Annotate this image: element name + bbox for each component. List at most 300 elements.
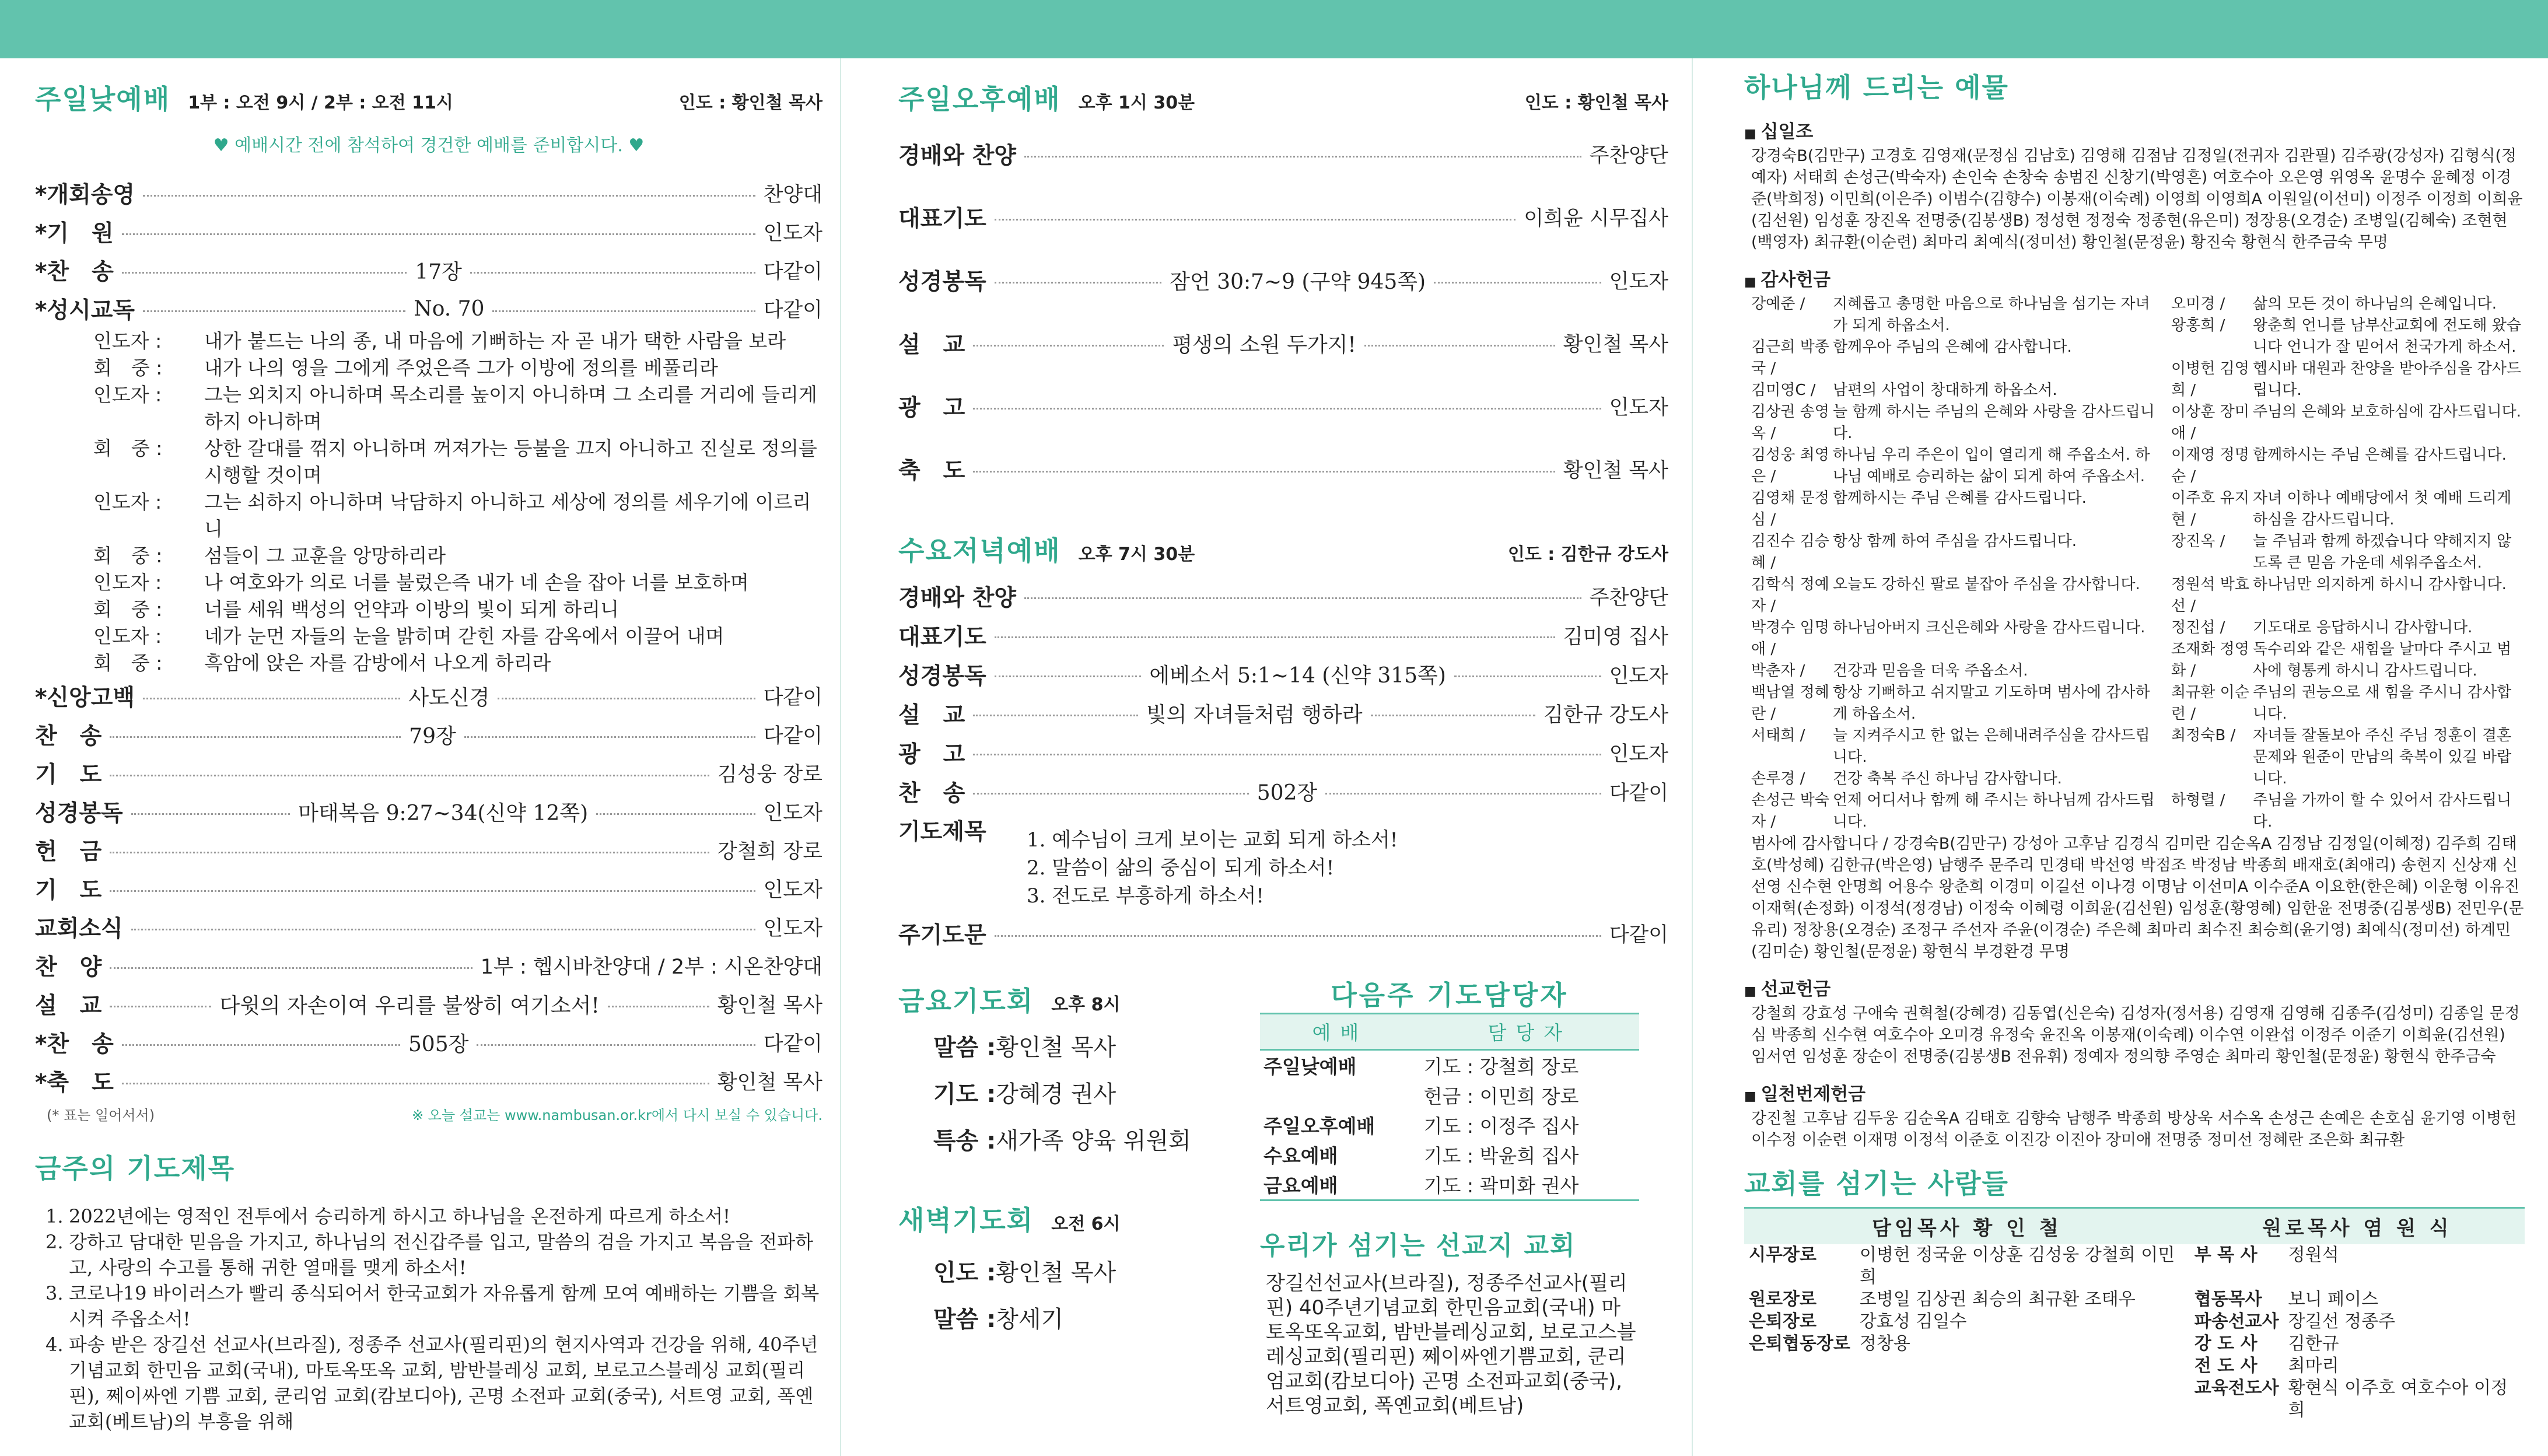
prayer-item bbox=[46, 1203, 822, 1229]
thanks-name: 서태희 / bbox=[1751, 727, 1805, 744]
leader-dots bbox=[995, 636, 1555, 638]
row-label: 광 고 bbox=[898, 395, 965, 421]
thanks-name: 김영채 문정심 / bbox=[1751, 489, 1829, 528]
worship-row bbox=[898, 733, 1668, 772]
worship-row bbox=[35, 174, 822, 212]
mission-heading: ■ 선교헌금 bbox=[1744, 974, 2525, 1000]
staff-row bbox=[1744, 1289, 2525, 1311]
worship-row bbox=[898, 312, 1668, 374]
reading-text: 그는 외치지 아니하며 목소리를 높이지 아니하며 그 소리를 거리에 들리게 하지 아니하며 bbox=[204, 383, 817, 433]
leader-dots bbox=[995, 676, 1142, 677]
reading-text: 내가 나의 영을 그에게 주었은즉 그가 이방에 정의를 베풀리라 bbox=[204, 356, 718, 379]
row-right: 다같이 bbox=[1609, 923, 1668, 947]
staff-role: 협동목사 bbox=[2194, 1289, 2262, 1310]
duty-block bbox=[1260, 974, 1639, 1418]
sunday-morning-column bbox=[0, 58, 840, 1456]
service-time: 오후 7시 30분 bbox=[1078, 544, 1195, 565]
thanks-text: 늘 지켜주시고 한 없는 은혜내려주심을 감사드립니다. bbox=[1833, 727, 2150, 766]
reading-text: 나 여호와가 의로 너를 불렀은즉 내가 네 손을 잡아 너를 보호하며 bbox=[204, 571, 749, 594]
staff-role: 은퇴협동장로 bbox=[1749, 1334, 1850, 1354]
row-detail: No. 70 bbox=[414, 296, 485, 321]
leader-dots bbox=[973, 793, 1248, 794]
section-title: 금요기도회 bbox=[898, 985, 1034, 1017]
thanks-item bbox=[1751, 790, 2160, 833]
thanks-text: 항상 함께 하여 주심을 감사드립니다. bbox=[1833, 533, 2077, 550]
staff-names: 정원석 bbox=[2288, 1245, 2339, 1265]
thanks-item bbox=[1751, 401, 2160, 444]
duty-row bbox=[1260, 1170, 1639, 1200]
thanks-text: 늘 주님과 함께 하겠습니다 약해지지 않도록 큰 믿음 가운데 세워주옵소서. bbox=[2253, 533, 2512, 572]
thanks-item bbox=[1751, 444, 2160, 488]
detail-value: 새가족 양육 위원회 bbox=[996, 1128, 1191, 1154]
thanks-text: 함께하시는 주님 은혜를 감사드립니다. bbox=[1833, 489, 2087, 507]
staff-role: 은퇴장로 bbox=[1749, 1311, 1817, 1332]
duty-name: 강철희 장로 bbox=[1479, 1055, 1579, 1078]
thanks-item bbox=[2171, 293, 2525, 315]
thanks-item bbox=[1751, 337, 2160, 380]
worship-row bbox=[898, 438, 1668, 501]
detail-value: 황인철 목사 bbox=[996, 1034, 1116, 1061]
worship-row bbox=[898, 249, 1668, 312]
prayer-item bbox=[46, 1332, 822, 1434]
responsive-reading bbox=[35, 328, 822, 677]
leader-dots bbox=[110, 967, 472, 969]
worship-row bbox=[35, 754, 822, 792]
thanks-text: 함께우아 주님의 은혜에 감사합니다. bbox=[1833, 338, 2072, 356]
thanks-item bbox=[2171, 574, 2525, 617]
leader-dots bbox=[995, 219, 1516, 220]
row-detail: 마태복음 9:27~34(신약 12쪽) bbox=[298, 801, 589, 825]
row-label: 교회소식 bbox=[35, 916, 123, 942]
friday-details bbox=[898, 1024, 1248, 1164]
speaker: 회 중 : bbox=[93, 652, 163, 674]
worship-row bbox=[35, 831, 822, 869]
afternoon-service-header bbox=[898, 78, 1668, 117]
worship-row bbox=[898, 123, 1668, 186]
row-label: 헌 금 bbox=[35, 839, 102, 865]
row-right: 강철희 장로 bbox=[717, 840, 822, 863]
thanks-text: 자녀 이하나 예배당에서 첫 예배 드리게 하심을 감사드립니다. bbox=[2253, 489, 2512, 528]
thanks-general: 범사에 감사합니다 / 강경숙B(김만구) 강성아 고후남 김경식 김미란 김순옥A 김정남 김정일(이혜정) 김주희 김태호(박성혜) 김한규(박은영) 남행주 문주리 민경태 박선영 박점조 박정남 박종희 배재호(최애리) 송현지 신상재 신선영 신수현 안명희 어용수 왕춘희 이경미 이길선 이나경 이명남 이선미A 이수준A 이요한(한은혜) 이운형 이유진 이재혁(손정화) 이정석(정경남) 이정숙 이혜령 이희윤(김선원) 임성훈(황영혜) 임한윤 전명중(김봉생B) 전민우(문유리) 정창용(오경순) 조정구 주선자 주윤(이경순) 주은혜 최마리 최수진 최승희(윤기영) 최예식(정미선) 하계민(김미순) 황인철(문정윤) 황현식 부경환경 무명 bbox=[1751, 835, 2524, 961]
section-title: 주일오후예배 bbox=[898, 83, 1061, 115]
leader-dots bbox=[110, 890, 755, 892]
leader-dots bbox=[143, 195, 755, 197]
row-right: 김한규 강도사 bbox=[1544, 703, 1669, 727]
row-label: 성경봉독 bbox=[898, 663, 986, 690]
prayer-number: 1. bbox=[46, 1205, 64, 1227]
thanks-text: 자녀들 잘돌보아 주신 주님 정훈이 결혼 문제와 원준이 만남의 축복이 있길 바랍니다. bbox=[2253, 727, 2512, 788]
duty-role: 기도 : bbox=[1423, 1174, 1474, 1197]
reading-text: 섬들이 그 교훈을 앙망하리라 bbox=[204, 544, 446, 567]
row-label: 대표기도 bbox=[898, 624, 986, 650]
row-label: *개회송영 bbox=[35, 182, 135, 208]
row-detail: 79장 bbox=[409, 724, 456, 748]
leader-dots bbox=[110, 1006, 211, 1007]
worship-row bbox=[35, 792, 822, 831]
reading-text: 내가 붙드는 나의 종, 내 마음에 기뻐하는 자 곧 내가 택한 사람을 보라 bbox=[204, 330, 786, 352]
thanks-item bbox=[2171, 639, 2525, 682]
thanks-right bbox=[2160, 293, 2525, 833]
thanks-name: 강예준 / bbox=[1751, 295, 1805, 313]
leader-dots bbox=[973, 408, 1601, 410]
thanks-name: 이재영 정명순 / bbox=[2171, 446, 2249, 485]
staff-role: 교육전도사 bbox=[2194, 1378, 2279, 1398]
staff-role: 부 목 사 bbox=[2194, 1245, 2258, 1265]
thanks-name: 이상훈 장미애 / bbox=[2171, 403, 2249, 442]
row-label: 성경봉독 bbox=[898, 269, 986, 295]
leader-dots bbox=[608, 1006, 709, 1007]
onething-names: 강진철 고후남 김두웅 김순옥A 김태호 김향숙 남행주 박종희 방상욱 서수옥 손성근 손예은 손호심 윤기영 이병헌 이수정 이순련 이재명 이정석 이준호 이진강 이진아 장미애 전명중 정미선 정혜란 조은화 최규환 bbox=[1751, 1110, 2517, 1149]
worship-row bbox=[35, 212, 822, 251]
thanks-item bbox=[2171, 358, 2525, 401]
leader-dots bbox=[110, 736, 401, 738]
duty-person bbox=[1420, 1050, 1639, 1081]
duty-col-header: 예배 bbox=[1260, 1014, 1420, 1050]
thanks-text: 기도대로 응답하시니 감사합니다. bbox=[2253, 619, 2473, 636]
thanks-name: 왕홍희 / bbox=[2171, 317, 2225, 334]
wednesday-prayer: 2. 말씀이 삶의 중심이 되게 하소서! bbox=[1027, 856, 1335, 880]
prayer-list bbox=[46, 1203, 822, 1434]
worship-row bbox=[898, 576, 1668, 615]
speaker: 인도자 : bbox=[93, 491, 162, 513]
row-right: 다같이 bbox=[763, 1032, 822, 1056]
row-right: 김미영 집사 bbox=[1563, 625, 1668, 649]
row-right: 황인철 목사 bbox=[1563, 333, 1669, 356]
staff-role: 강 도 사 bbox=[2194, 1334, 2258, 1354]
worship-row bbox=[35, 251, 822, 289]
section-title: 하나님께 드리는 예물 bbox=[1744, 72, 2009, 103]
row-detail: 502장 bbox=[1256, 781, 1318, 805]
dawn-details bbox=[898, 1250, 1248, 1343]
row-label: 설 교 bbox=[35, 993, 102, 1019]
service-leader: 인도 : 황인철 목사 bbox=[678, 93, 822, 113]
thanks-text: 항상 기뻐하고 쉬지말고 기도하며 범사에 감사하게 하옵소서. bbox=[1833, 684, 2150, 723]
reading-text: 상한 갈대를 꺾지 아니하며 꺼져가는 등불을 끄지 아니하고 진실로 정의를 시행할 것이며 bbox=[204, 437, 817, 487]
duty-service bbox=[1260, 1080, 1420, 1110]
staff-names: 장길선 정종주 bbox=[2288, 1311, 2396, 1332]
staff-row bbox=[1744, 1244, 2525, 1289]
duty-person bbox=[1420, 1170, 1639, 1200]
leader-dots bbox=[122, 1044, 400, 1046]
prayer-text: 파송 받은 장길선 선교사(브라질), 정종주 선교사(필리핀)의 현지사역과 건강을 위해, 40주년기념교회 한민음 교회(국내), 마토옥또옥 교회, 밤반블레싱 교회, 보로고스블레싱 교회(필리핀), 쩨이싸엔 기쁨 교회, 쿤리엄 교회(캄보디아), 곤명 소전파 교회(중국), 서트영 교회, 폭옌 교회(베트남)의 부흥을 위해 bbox=[69, 1334, 818, 1433]
leader-dots bbox=[131, 813, 290, 815]
thanks-text: 건강 축복 주신 하나님 감사합니다. bbox=[1833, 770, 2062, 788]
row-right: 김성웅 장로 bbox=[717, 763, 822, 786]
row-detail: 다윗의 자손이여 우리를 불쌍히 여기소서! bbox=[219, 993, 600, 1018]
detail-line bbox=[898, 1071, 1248, 1118]
row-right: 인도자 bbox=[763, 222, 822, 245]
responsive-line bbox=[93, 623, 822, 650]
row-right: 황인철 목사 bbox=[717, 994, 823, 1017]
thanks-item bbox=[1751, 574, 2160, 617]
duty-person bbox=[1420, 1110, 1639, 1140]
row-right: 다같이 bbox=[763, 724, 823, 748]
thanks-name: 김성웅 최영은 / bbox=[1751, 446, 1829, 485]
detail-line bbox=[898, 1024, 1248, 1071]
worship-row bbox=[898, 772, 1668, 811]
duty-row bbox=[1260, 1050, 1639, 1081]
thanks-item bbox=[2171, 531, 2525, 574]
prayer-text: 코로나19 바이러스가 빨리 종식되어서 한국교회가 자유롭게 함께 모여 예배하는 기쁨을 회복시켜 주옵소서! bbox=[69, 1282, 820, 1330]
thanks-text: 하나님만 의지하게 하시니 감사합니다. bbox=[2253, 576, 2507, 593]
row-right: 주찬양단 bbox=[1589, 144, 1668, 167]
prayer-number: 2. bbox=[46, 1231, 64, 1253]
speaker: 회 중 : bbox=[93, 437, 163, 460]
mission-title: 우리가 섬기는 선교지 교회 bbox=[1260, 1231, 1576, 1261]
detail-key: 인도 : bbox=[933, 1259, 996, 1286]
staff-block bbox=[1744, 1207, 2525, 1422]
thanks-name: 김미영C / bbox=[1751, 382, 1816, 399]
thanks-item bbox=[2171, 682, 2525, 725]
staff-role: 전 도 사 bbox=[2194, 1356, 2258, 1376]
responsive-line bbox=[93, 542, 822, 569]
thanks-name: 박춘자 / bbox=[1751, 662, 1805, 680]
leader-dots bbox=[110, 775, 709, 776]
duty-role: 헌금 : bbox=[1423, 1085, 1474, 1108]
worship-row bbox=[898, 694, 1668, 733]
row-detail: 잠언 30:7~9 (구약 945쪽) bbox=[1170, 270, 1426, 294]
duty-name: 이정주 집사 bbox=[1479, 1115, 1579, 1138]
thanks-text: 늘 함께 하시는 주님의 은혜와 사랑을 감사드립니다. bbox=[1833, 403, 2155, 442]
thanks-text: 주님의 은혜와 보호하심에 감사드립니다. bbox=[2253, 403, 2522, 421]
staff-row bbox=[1744, 1333, 2525, 1355]
thanks-item bbox=[1751, 531, 2160, 574]
worship-row bbox=[35, 715, 822, 754]
thanks-heading: ■ 감사헌금 bbox=[1744, 265, 2525, 291]
responsive-line bbox=[93, 569, 822, 596]
staff-role: 시무장로 bbox=[1749, 1245, 1817, 1265]
order-of-worship bbox=[35, 174, 822, 328]
reading-text: 너를 세워 백성의 언약과 이방의 빛이 되게 하리니 bbox=[204, 598, 619, 621]
thanks-item bbox=[2171, 790, 2525, 833]
row-right: 찬양대 bbox=[763, 183, 822, 206]
speaker: 회 중 : bbox=[93, 356, 163, 379]
duty-person bbox=[1420, 1080, 1639, 1110]
empty-cell bbox=[1744, 1377, 1855, 1422]
leader-dots bbox=[110, 852, 709, 853]
row-label: 성경봉독 bbox=[35, 800, 123, 827]
thanks-name: 오미경 / bbox=[2171, 295, 2225, 313]
prayer-item bbox=[46, 1280, 822, 1332]
staff-names: 최마리 bbox=[2288, 1356, 2339, 1376]
worship-row bbox=[35, 677, 822, 715]
staff-role: 파송선교사 bbox=[2194, 1311, 2279, 1332]
afternoon-order bbox=[898, 123, 1668, 501]
row-label: 광 고 bbox=[898, 741, 965, 768]
speaker: 인도자 : bbox=[93, 625, 162, 648]
detail-line bbox=[898, 1250, 1248, 1296]
thanks-name: 조재화 정영화 / bbox=[2171, 640, 2249, 680]
top-banner bbox=[0, 0, 2548, 58]
service-times: 1부 : 오전 9시 / 2부 : 오전 11시 bbox=[188, 93, 453, 113]
prayer-number: 4. bbox=[46, 1334, 64, 1356]
row-right: 인도자 bbox=[1609, 396, 1668, 419]
empty-cell bbox=[1855, 1355, 2190, 1377]
row-detail: 사도신경 bbox=[408, 685, 490, 710]
friday-header bbox=[898, 980, 1248, 1019]
order-of-worship-cont bbox=[35, 677, 822, 1100]
thanks-name: 김학식 정예자 / bbox=[1751, 576, 1829, 615]
empty-cell bbox=[1855, 1377, 2190, 1422]
worship-row bbox=[35, 1023, 822, 1062]
emeritus-pastor: 원로목사 염 원 식 bbox=[2190, 1208, 2525, 1245]
row-label: *기 원 bbox=[35, 220, 114, 247]
row-right: 다같이 bbox=[763, 260, 822, 284]
leader-dots bbox=[1024, 597, 1581, 599]
responsive-line bbox=[93, 328, 822, 355]
worship-row bbox=[35, 1062, 822, 1100]
row-label: 기도제목 bbox=[898, 819, 986, 845]
tithe-names: 강경숙B(김만구) 고경호 김영재(문정심 김남호) 김영해 김점남 김정일(전귀자 김관필) 김주광(강성자) 김형식(정예자) 서태희 손성근(박숙자) 손인숙 손창숙 송범진 신창기(박영흔) 여호수아 오은영 위영옥 윤명수 윤혜정 이경준(박희정) 이민희(이은주) 이범수(김향수) 이봉재(이숙례) 이영희 이영희A 이원일(이선미) 이정주 이정희 이희윤(김선원) 임성훈 장진옥 전명중(김봉생B) 정성현 정정숙 정종현(유은미) 정장용(오경순) 조병일(김혜숙) 조현현(백영자) 최규환(이순련) 최마리 최예식(정미선) 황인철(문정윤) 황진숙 황현식 한주금숙 무명 bbox=[1751, 147, 2523, 251]
worship-row bbox=[898, 374, 1668, 438]
notice: ♥ 예배시간 전에 참석하여 경건한 예배를 준비합시다. ♥ bbox=[213, 135, 645, 156]
prayer-item bbox=[46, 1229, 822, 1280]
leader-dots bbox=[464, 736, 755, 738]
detail-line bbox=[898, 1296, 1248, 1343]
staff-role: 원로장로 bbox=[1749, 1289, 1817, 1310]
service-leader: 인도 : 김한규 강도사 bbox=[1507, 544, 1668, 565]
section-title: 새벽기도회 bbox=[898, 1205, 1034, 1236]
wednesday-prayer: 3. 전도로 부흥하게 하소서! bbox=[1027, 884, 1264, 908]
duty-name: 박윤희 집사 bbox=[1479, 1144, 1579, 1167]
row-label: *축 도 bbox=[35, 1070, 114, 1096]
speaker: 인도자 : bbox=[93, 571, 162, 594]
row-detail: 에베소서 5:1~14 (신약 315쪽) bbox=[1149, 664, 1446, 688]
leader-dots bbox=[122, 233, 755, 235]
web-note: ※ 오늘 설교는 www.nambusan.or.kr에서 다시 보실 수 있습니다. bbox=[412, 1107, 822, 1124]
row-label: *성시교독 bbox=[35, 298, 135, 324]
onething-heading: ■ 일천번제헌금 bbox=[1744, 1079, 2525, 1105]
leader-dots bbox=[1325, 793, 1601, 794]
thanks-item bbox=[2171, 488, 2525, 531]
worship-row bbox=[898, 186, 1668, 249]
morning-service-header bbox=[35, 78, 822, 117]
thanks-name: 손루경 / bbox=[1751, 770, 1805, 788]
row-right: 인도자 bbox=[763, 917, 822, 940]
thanks-item bbox=[2171, 315, 2525, 358]
row-right: 인도자 bbox=[763, 802, 822, 825]
row-right: 인도자 bbox=[1609, 270, 1669, 293]
thanks-name: 이병헌 김영희 / bbox=[2171, 360, 2249, 399]
leader-dots bbox=[1454, 676, 1601, 677]
mission-churches: 장길선선교사(브라질), 정종주선교사(필리핀) 40주년기념교회 한민음교회(국내) 마토옥또옥교회, 밤반블레싱교회, 보로고스블레싱교회(필리핀) 쩨이싸엔기쁨교회, 쿤리엄교회(캄보디아) 곤명 소전파교회(중국), 서트영교회, 폭옌교회(베트남) bbox=[1266, 1272, 1636, 1418]
leader-dots bbox=[498, 698, 755, 699]
staff-names: 김한규 bbox=[2288, 1334, 2339, 1354]
dawn-header bbox=[898, 1199, 1248, 1238]
thanks-name: 최규환 이순련 / bbox=[2171, 684, 2249, 723]
row-label: 찬 양 bbox=[35, 954, 102, 981]
worship-row bbox=[35, 908, 822, 946]
row-right: 인도자 bbox=[763, 878, 822, 902]
duty-name: 곽미화 권사 bbox=[1479, 1174, 1579, 1197]
leader-dots bbox=[131, 929, 755, 930]
leader-dots bbox=[1434, 282, 1601, 284]
responsive-line bbox=[93, 489, 822, 542]
staff-title: 교회를 섬기는 사람들 bbox=[1744, 1168, 2009, 1199]
row-label: 축 도 bbox=[898, 458, 965, 484]
thanks-text: 하나님아버지 크신은혜와 사랑을 감사드립니다. bbox=[1833, 619, 2146, 636]
staff-names: 정창용 bbox=[1859, 1334, 1910, 1354]
worship-row bbox=[35, 869, 822, 908]
leader-dots bbox=[973, 754, 1601, 755]
leader-dots bbox=[973, 345, 1164, 346]
thanks-item bbox=[1751, 617, 2160, 660]
thanks-item bbox=[1751, 488, 2160, 531]
responsive-line bbox=[93, 650, 822, 677]
thanks-item bbox=[1751, 682, 2160, 725]
thanks-name: 손성근 박숙자 / bbox=[1751, 792, 1829, 831]
worship-row bbox=[35, 985, 822, 1023]
service-time: 오후 1시 30분 bbox=[1078, 93, 1195, 113]
staff-names: 강효성 김일수 bbox=[1859, 1311, 1967, 1332]
row-right: 다같이 bbox=[763, 686, 823, 709]
detail-key: 말씀 : bbox=[933, 1034, 996, 1061]
thanks-text: 주님의 권능으로 새 힘을 주시니 감사합니다. bbox=[2253, 684, 2512, 723]
duty-person bbox=[1420, 1140, 1639, 1170]
senior-pastor: 담임목사 황 인 철 bbox=[1744, 1208, 2190, 1245]
duty-col-header: 담당자 bbox=[1420, 1014, 1639, 1050]
friday-dawn-duty-block bbox=[898, 974, 1668, 1418]
staff-row bbox=[1744, 1377, 2525, 1422]
stand-note: (* 표는 일어서서) bbox=[47, 1107, 155, 1124]
thanks-item bbox=[1751, 768, 2160, 790]
thanks-offerings bbox=[1744, 293, 2525, 833]
row-label: 주기도문 bbox=[898, 922, 986, 949]
thanks-text: 남편의 사업이 창대하게 하옵소서. bbox=[1833, 382, 2057, 399]
thanks-name: 이주호 유지현 / bbox=[2171, 489, 2249, 528]
thanks-item bbox=[1751, 380, 2160, 401]
row-right: 다같이 bbox=[763, 299, 822, 322]
mission-names: 강철희 강효성 구애숙 권혁철(강혜경) 김동엽(신은숙) 김성자(정서용) 김영재 김영해 김종주(김성미) 김종일 문정심 박종희 신수현 여호수아 오미경 유정숙 윤진옥 이봉재(이숙례) 이수연 이완섭 이정주 이준기 이희윤(김선원) 임서연 임성훈 장순이 전명중(김봉생B 전유휘) 정예자 정의향 주영순 최마리 황인철(문정윤) 황현식 한주금숙 bbox=[1751, 1005, 2520, 1066]
wednesday-prayer-list bbox=[1027, 826, 1668, 910]
row-detail: 빛의 자녀들처럼 행하라 bbox=[1146, 703, 1363, 727]
leader-dots bbox=[1024, 156, 1581, 158]
offerings-column bbox=[1692, 58, 2548, 1456]
duty-role: 기도 : bbox=[1423, 1055, 1474, 1078]
detail-line bbox=[898, 1118, 1248, 1164]
prayer-text: 강하고 담대한 믿음을 가지고, 하나님의 전신갑주를 입고, 말씀의 검을 가지고 복음을 전파하고, 사랑의 수고를 통해 귀한 열매를 맺게 하소서! bbox=[69, 1231, 813, 1279]
wednesday-prayer: 1. 예수님이 크게 보이는 교회 되게 하소서! bbox=[1027, 828, 1398, 852]
leader-dots bbox=[596, 813, 755, 815]
thanks-name: 김상권 송영옥 / bbox=[1751, 403, 1829, 442]
thanks-text: 함께하시는 주님 은혜를 감사드립니다. bbox=[2253, 446, 2507, 464]
duty-table bbox=[1260, 1013, 1639, 1201]
row-right: 인도자 bbox=[1609, 742, 1668, 766]
staff-row bbox=[1744, 1311, 2525, 1333]
leader-dots bbox=[995, 282, 1161, 284]
row-right: 황인철 목사 bbox=[1563, 459, 1668, 482]
speaker: 회 중 : bbox=[93, 598, 163, 621]
row-label: *찬 송 bbox=[35, 259, 114, 285]
worship-row bbox=[898, 615, 1668, 654]
row-right: 1부 : 헵시바찬양대 / 2부 : 시온찬양대 bbox=[480, 956, 822, 979]
row-label: 설 교 bbox=[898, 332, 965, 358]
row-detail: 505장 bbox=[408, 1032, 469, 1056]
thanks-item bbox=[2171, 444, 2525, 488]
duty-name: 이민희 장로 bbox=[1479, 1085, 1579, 1108]
section-title: 주일낮예배 bbox=[35, 83, 171, 115]
duty-role: 기도 : bbox=[1423, 1144, 1474, 1167]
friday-dawn-block bbox=[898, 974, 1248, 1418]
leader-dots bbox=[995, 935, 1601, 937]
reading-text: 흑암에 앉은 자를 감방에서 나오게 하리라 bbox=[204, 652, 551, 674]
leader-dots bbox=[470, 272, 755, 274]
thanks-item bbox=[1751, 660, 2160, 682]
worship-row bbox=[898, 654, 1668, 694]
thanks-text: 오늘도 강하신 팔로 붙잡아 주심을 감사합니다. bbox=[1833, 576, 2140, 593]
thanks-name: 백남열 정혜란 / bbox=[1751, 684, 1829, 723]
row-right: 황인철 목사 bbox=[717, 1071, 822, 1094]
